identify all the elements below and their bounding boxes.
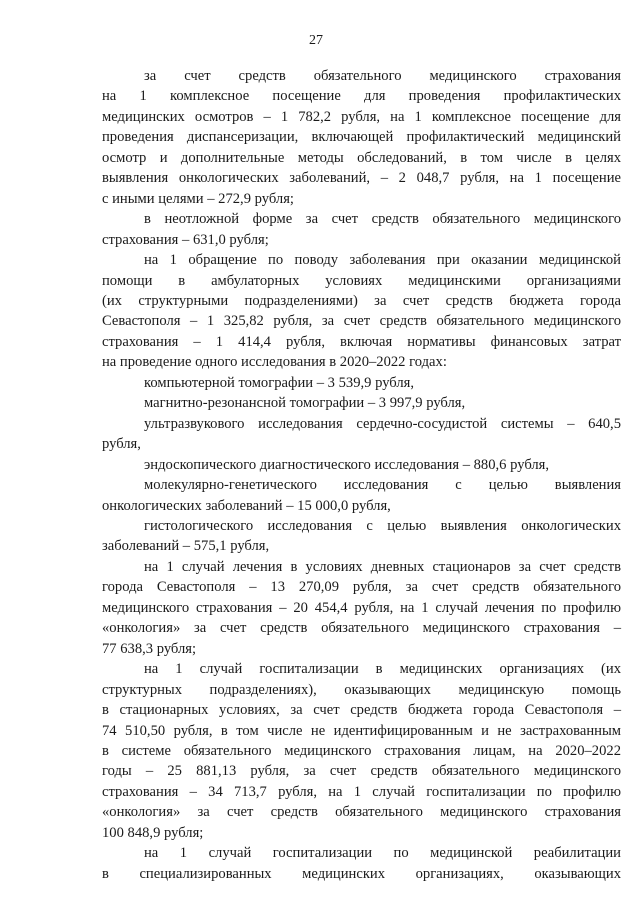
text-line: компьютерной томографии – 3 539,9 рубля, [144, 374, 415, 391]
text-line: на 1 случай лечения в условиях дневных стационаров за счет средств [144, 558, 621, 575]
text-line: на 1 случай госпитализации в медицинских организациях (их [144, 661, 621, 678]
text-line: 77 638,3 рубля; [102, 640, 197, 657]
text-line: на 1 обращение по поводу заболевания при оказании медицинской [144, 252, 621, 269]
text-line: в стационарных условиях, за счет средств бюджета города Севастополя – [102, 702, 621, 719]
text-line: магнитно-резонансной томографии – 3 997,9 рубля, [144, 395, 466, 412]
document-body [102, 66, 621, 884]
text-line: осмотр и дополнительные методы обследований, в том числе в целях [102, 149, 621, 166]
text-line: гистологического исследования с целью выявления онкологических [144, 517, 621, 534]
text-line: в неотложной форме за счет средств обязательного медицинского [144, 211, 621, 228]
text-line: заболеваний – 575,1 рубля, [102, 538, 270, 555]
text-line: в специализированных медицинских организациях, оказывающих [102, 865, 621, 882]
text-line: на проведение одного исследования в 2020–2022 годах: [102, 354, 447, 371]
text-line: за счет средств обязательного медицинского страхования [144, 68, 621, 84]
text-line: годы – 25 881,13 рубля, за счет средств обязательного медицинского [102, 763, 621, 780]
text-line: Севастополя – 1 325,82 рубля, за счет средств обязательного медицинского [102, 313, 621, 330]
text-line: рубля, [102, 436, 141, 453]
text-line: (их структурными подразделениями) за счет средств бюджета города [102, 292, 621, 309]
text-line: 100 848,9 рубля; [102, 824, 204, 841]
page-number: 27 [309, 33, 323, 48]
text-line: медицинских осмотров – 1 782,2 рубля, на 1 комплексное посещение для [102, 108, 621, 125]
text-line: «онкология» за счет средств обязательного медицинского страхования – [102, 620, 621, 637]
text-line: медицинского страхования – 20 454,4 рубля, на 1 случай лечения по профилю [102, 599, 621, 616]
text-line: города Севастополя – 13 270,09 рубля, за счет средств обязательного [102, 579, 621, 596]
text-line: эндоскопического диагностического исследования – 880,6 рубля, [144, 456, 550, 473]
text-line: проведения диспансеризации, включающей профилактический медицинский [102, 129, 621, 146]
text-line: 74 510,50 рубля, в том числе не идентифицированным и не застрахованным [102, 722, 621, 739]
text-line: ультразвукового исследования сердечно-сосудистой системы – 640,5 [144, 415, 621, 432]
text-line: структурных подразделениях), оказывающих медицинскую помощь [102, 681, 621, 698]
text-line: страхования – 631,0 рубля; [102, 231, 269, 248]
text-line: на 1 случай госпитализации по медицинской реабилитации [144, 845, 621, 862]
text-line: помощи в амбулаторных условиях медицинскими организациями [102, 272, 621, 289]
text-line: страхования – 34 713,7 рубля, на 1 случай госпитализации по профилю [102, 783, 621, 800]
text-line: страхования – 1 414,4 рубля, включая нормативы финансовых затрат [102, 333, 621, 350]
text-line: на 1 комплексное посещение для проведения профилактических [102, 88, 621, 105]
text-line: с иными целями – 272,9 рубля; [102, 190, 294, 207]
text-line: в системе обязательного медицинского страхования лицам, на 2020–2022 [102, 742, 621, 759]
text-line: молекулярно-генетического исследования с целью выявления [144, 477, 621, 494]
text-line: «онкология» за счет средств обязательного медицинского страхования [102, 804, 621, 821]
text-line: онкологических заболеваний – 15 000,0 рубля, [102, 497, 391, 514]
text-line: выявления онкологических заболеваний, – 2 048,7 рубля, на 1 посещение [102, 170, 621, 187]
